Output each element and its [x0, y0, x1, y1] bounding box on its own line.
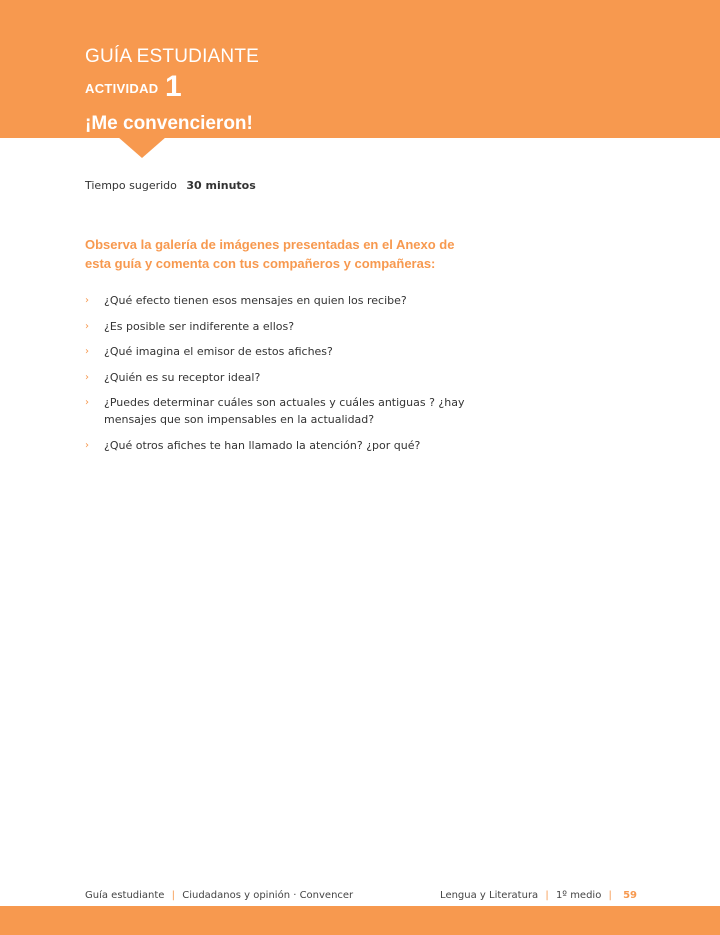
- question-text: ¿Es posible ser indiferente a ellos?: [104, 319, 295, 333]
- instructions-text: Observa la galería de imágenes presentadas en el Anexo de esta guía y comenta con tus compañeros y compañeras:: [85, 237, 455, 271]
- question-text: ¿Qué otros afiches te han llamado la atención? ¿por qué?: [104, 438, 421, 452]
- footer-separator: |: [171, 890, 176, 901]
- question-text: ¿Quién es su receptor ideal?: [104, 370, 261, 384]
- suggested-time-label: Tiempo sugerido: [85, 179, 177, 192]
- footer-left: [85, 890, 353, 901]
- activity-label: [85, 70, 182, 104]
- footer-right: [440, 890, 637, 901]
- bullet-icon: ›: [85, 320, 89, 332]
- activity-number: 1: [164, 70, 182, 103]
- suggested-time: [85, 179, 256, 192]
- bullet-icon: ›: [85, 295, 89, 306]
- guide-label: GUÍA ESTUDIANTE: [85, 46, 260, 67]
- list-item: [85, 292, 475, 309]
- list-item: [85, 318, 475, 335]
- footer-level: 1º medio: [555, 890, 602, 901]
- footer-separator: |: [608, 890, 612, 901]
- suggested-time-value: 30 minutos: [186, 179, 256, 192]
- header-notch: [118, 137, 166, 158]
- bullet-icon: ›: [85, 346, 89, 357]
- footer-separator: |: [545, 890, 549, 901]
- page-title: ¡Me convencieron!: [85, 113, 253, 134]
- page-number: 59: [623, 890, 637, 901]
- list-item: [85, 369, 475, 386]
- question-text: ¿Qué efecto tienen esos mensajes en quien los recibe?: [104, 294, 407, 307]
- footer-unit: Ciudadanos y opinión · Convencer: [182, 890, 354, 901]
- question-text: ¿Qué imagina el emisor de estos afiches?: [104, 345, 333, 358]
- list-item: [85, 343, 475, 360]
- question-list: [85, 292, 475, 462]
- bullet-icon: ›: [85, 439, 89, 451]
- footer-band: [0, 906, 720, 935]
- list-item: [85, 394, 475, 428]
- question-text: ¿Puedes determinar cuáles son actuales y cuáles antiguas ? ¿hay mensajes que son impensables en la actualidad?: [104, 396, 465, 426]
- footer-subject: Lengua y Literatura: [440, 890, 539, 901]
- bullet-icon: ›: [85, 371, 89, 383]
- bullet-icon: ›: [85, 397, 89, 408]
- footer-guide: Guía estudiante: [85, 890, 165, 901]
- list-item: [85, 437, 475, 454]
- activity-word: ACTIVIDAD: [85, 81, 159, 96]
